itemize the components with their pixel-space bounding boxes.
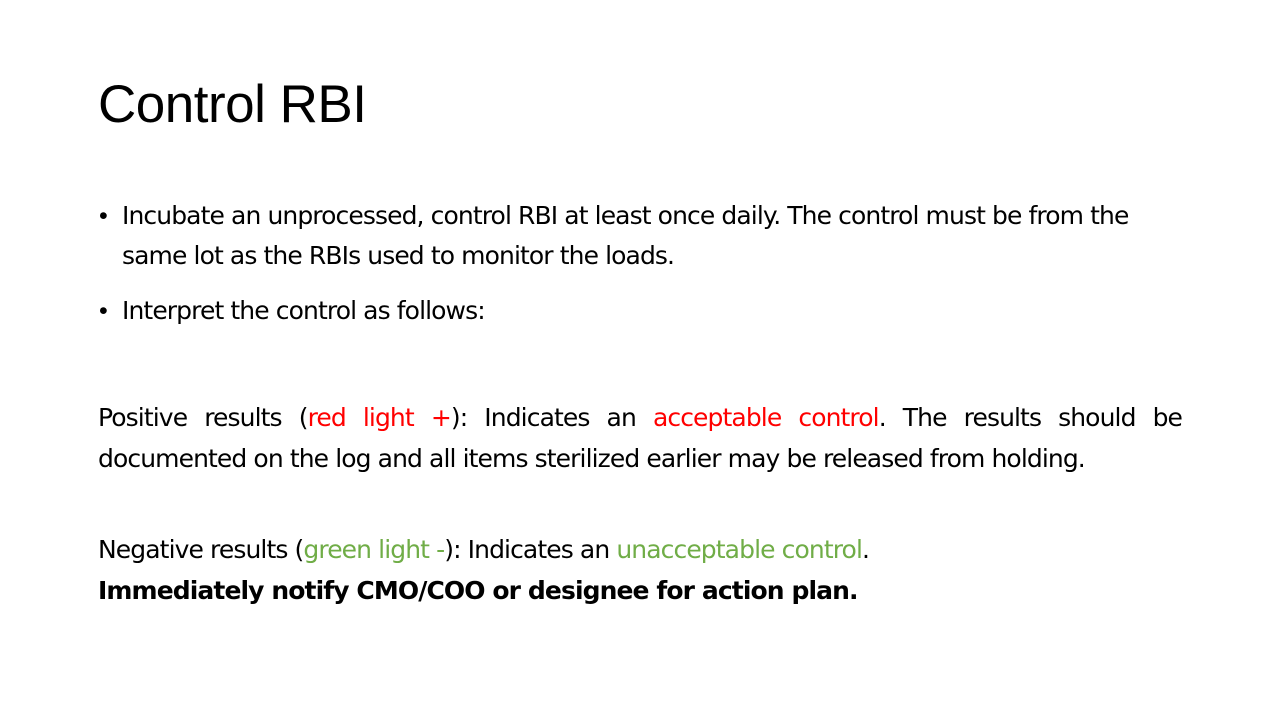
negative-lead: Negative results ( (98, 535, 304, 564)
bullet-list (98, 196, 1182, 346)
positive-mid: ): Indicates an (450, 403, 653, 432)
negative-light-label: green light - (303, 535, 445, 564)
negative-action: Immediately notify CMO/COO or designee for action plan. (98, 576, 858, 605)
bullet-icon: • (99, 297, 107, 325)
positive-light-label: red light + (307, 403, 451, 432)
bullet-item-incubate (98, 196, 1182, 276)
positive-status: acceptable control (652, 403, 879, 432)
negative-tail: . (862, 535, 870, 564)
bullet-text-incubate: Incubate an unprocessed, control RBI at least once daily. The control must be from the same lot as the RBIs used to monitor the loads. (122, 201, 1129, 270)
slide-title: Control RBI (98, 75, 367, 134)
positive-results-paragraph (98, 397, 1182, 479)
bullet-text-interpret: Interpret the control as follows: (122, 296, 485, 325)
bullet-item-interpret (98, 291, 1182, 331)
negative-results-paragraph (98, 529, 1182, 611)
negative-mid: ): Indicates an (444, 535, 617, 564)
negative-status: unacceptable control (616, 535, 863, 564)
positive-tail: . The results should be documented on the log and all items sterilized earlier may be released from holding. (98, 403, 1183, 473)
positive-lead: Positive results ( (98, 403, 308, 432)
bullet-icon: • (99, 202, 107, 230)
